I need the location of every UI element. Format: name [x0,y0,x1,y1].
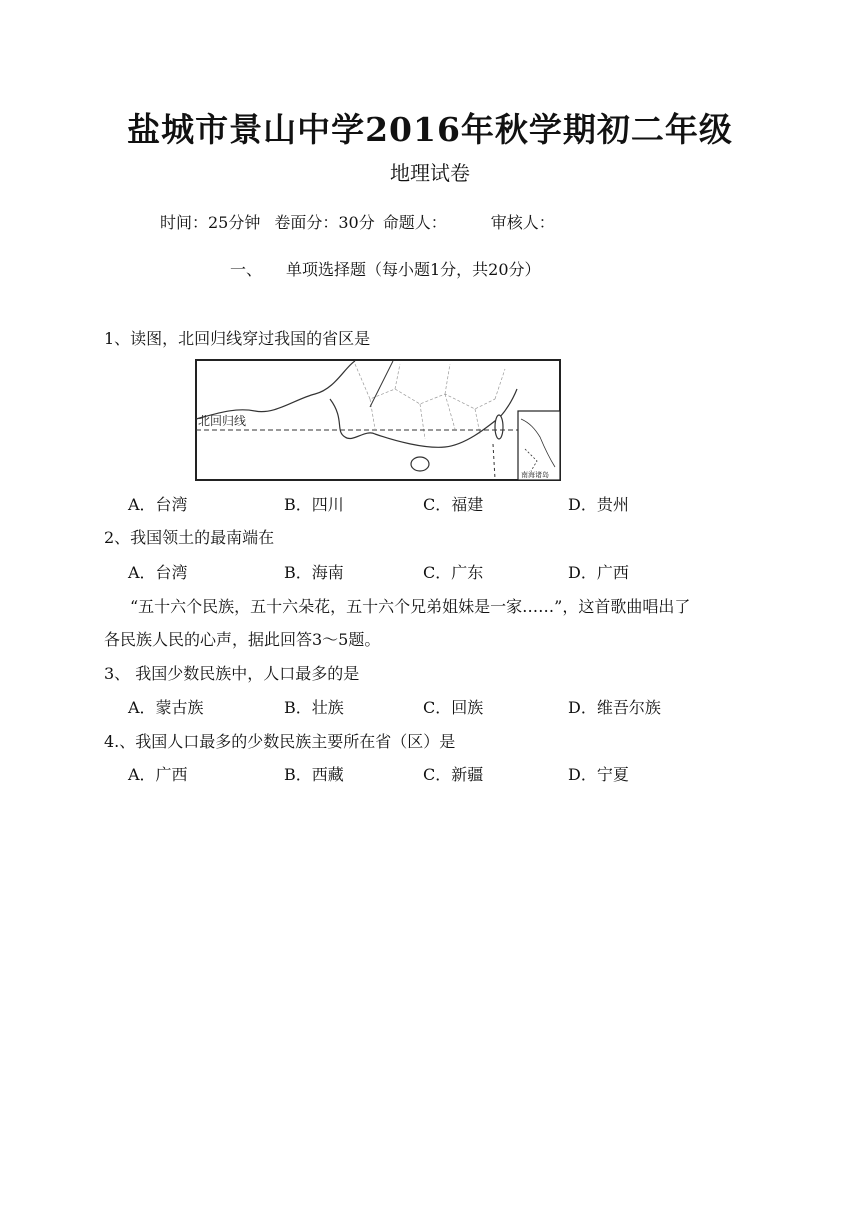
q1-option-a: A．台湾 [128,495,188,514]
score-label: 卷面分：30分 [274,213,375,232]
q2-option-d: D．广西 [568,563,629,582]
q4-option-b: B．西藏 [284,765,344,784]
q2-option-a: A．台湾 [128,563,188,582]
q2-option-b: B．海南 [284,563,344,582]
time-label: 时间：25分钟 [160,213,261,232]
q3-option-d: D．维吾尔族 [568,698,661,717]
question-3-stem: 3、 我国少数民族中，人口最多的是 [104,664,360,683]
q4-option-d: D．宁夏 [568,765,629,784]
section-number: 一、 [230,260,263,279]
passage-line-1: “五十六个民族，五十六朵花，五十六个兄弟姐妹是一家……”，这首歌曲唱出了 [130,597,691,616]
q1-option-d: D．贵州 [568,495,629,514]
author-label: 命题人： [382,213,447,232]
hainan-island [411,457,429,471]
q2-option-c: C．广东 [423,563,484,582]
question-1-stem: 1、读图，北回归线穿过我国的省区是 [104,329,371,348]
exam-meta [160,210,555,233]
question-4-stem: 4.、我国人口最多的少数民族主要所在省（区）是 [104,732,456,751]
section-title: 单项选择题（每小题1分，共20分） [286,260,541,279]
section-heading [230,257,541,280]
q3-option-b: B．壮族 [284,698,344,717]
tropic-label: 北回归线 [198,414,247,428]
exam-title: 盐城市景山中学2016年秋学期初二年级 [127,110,733,149]
inset-label: 南海诸岛 [521,471,549,479]
reviewer-label: 审核人： [490,213,555,232]
q1-option-c: C．福建 [423,495,484,514]
q1-option-b: B．四川 [284,495,344,514]
exam-subtitle: 地理试卷 [390,161,470,185]
q4-option-c: C．新疆 [423,765,484,784]
tropic-map-figure [195,359,561,481]
q3-option-a: A．蒙古族 [128,698,204,717]
q4-option-a: A．广西 [128,765,188,784]
taiwan-island [495,415,503,439]
q3-option-c: C．回族 [423,698,484,717]
tropic-map-svg [195,359,561,481]
question-2-stem: 2、我国领土的最南端在 [104,528,275,547]
passage-line-2: 各民族人民的心声，据此回答3～5题。 [104,630,381,649]
